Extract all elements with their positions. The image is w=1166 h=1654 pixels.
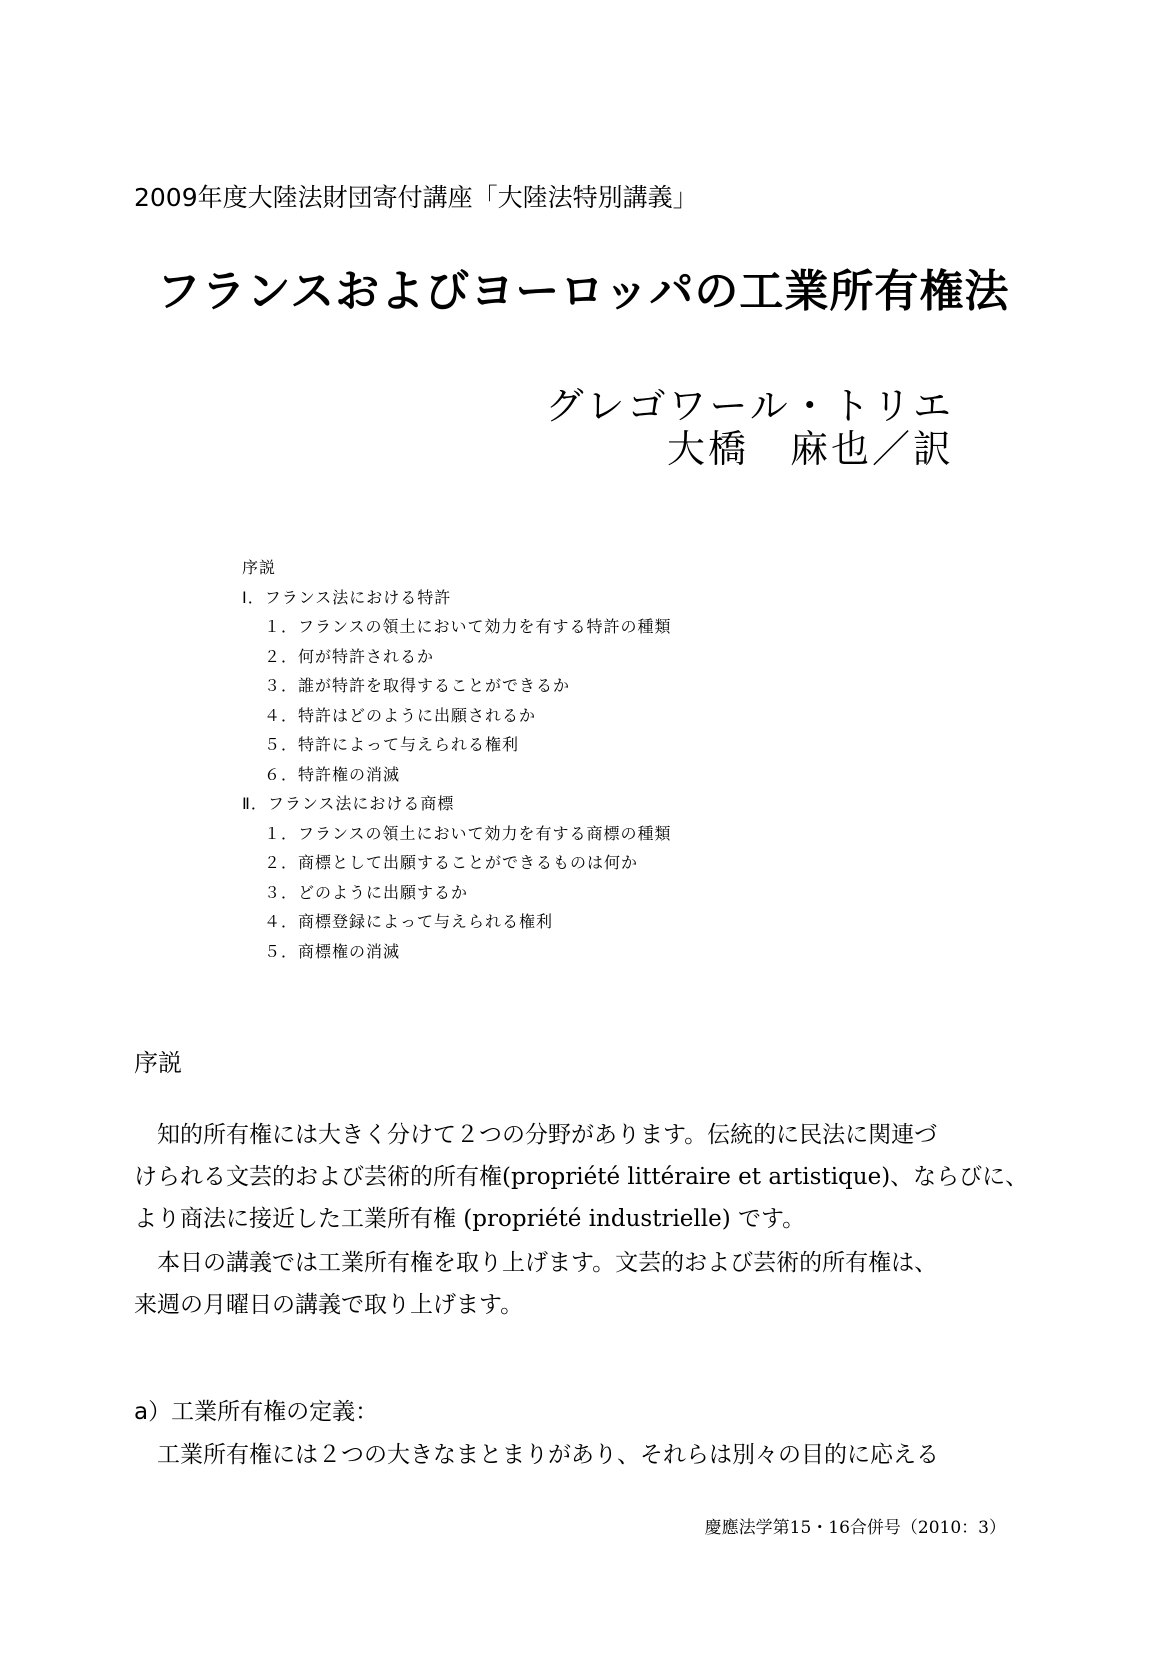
table-of-contents bbox=[242, 553, 672, 966]
toc-item: ２．商標として出願することができるものは何か bbox=[264, 853, 639, 872]
article-title: フランスおよびヨーロッパの工業所有権法 bbox=[156, 266, 1010, 317]
toc-item: Ⅱ．フランス法における商標 bbox=[242, 794, 455, 813]
paragraph-line: 来週の月曜日の講義で取り上げます。 bbox=[134, 1292, 524, 1318]
toc-item: ４．特許はどのように出願されるか bbox=[264, 705, 537, 725]
body-paragraph bbox=[134, 1114, 1034, 1240]
body-paragraph bbox=[134, 1434, 1034, 1476]
subsection-heading: a）工業所有権の定義： bbox=[134, 1399, 379, 1425]
toc-item: Ⅰ．フランス法における特許 bbox=[242, 587, 452, 607]
toc-item: 序説 bbox=[242, 558, 277, 577]
paragraph-line: 本日の講義では工業所有権を取り上げます。文芸的および芸術的所有権は、 bbox=[134, 1250, 938, 1276]
lecture-series-heading: 2009年度大陸法財団寄付講座「大陸法特別講義」 bbox=[134, 183, 698, 212]
toc-item: ４．商標登録によって与えられる権利 bbox=[264, 912, 554, 931]
toc-item: ６．特許権の消滅 bbox=[264, 764, 401, 784]
toc-item: １．フランスの領土において効力を有する商標の種類 bbox=[264, 823, 672, 843]
paragraph-line: 工業所有権には２つの大きなまとまりがあり、それらは別々の目的に応える bbox=[134, 1442, 939, 1468]
toc-item: ３．どのように出願するか bbox=[264, 882, 469, 902]
toc-item: ３．誰が特許を取得することができるか bbox=[264, 676, 571, 695]
toc-item: １．フランスの領土において効力を有する特許の種類 bbox=[264, 617, 672, 636]
paragraph-line: 知的所有権には大きく分けて２つの分野があります。伝統的に民法に関連づ bbox=[134, 1122, 938, 1148]
paragraph-line: より商法に接近した工業所有権 (propriété industrielle) です。 bbox=[134, 1206, 806, 1232]
toc-item: ５．商標権の消滅 bbox=[264, 941, 401, 961]
toc-item: ５．特許によって与えられる権利 bbox=[264, 735, 520, 754]
journal-footer: 慶應法学第15・16合併号（2010：3） bbox=[704, 1518, 1006, 1538]
paragraph-line: けられる文芸的および芸術的所有権(propriété littéraire et artistique)、ならびに、 bbox=[134, 1164, 1029, 1190]
section-heading: 序説 bbox=[134, 1049, 182, 1077]
translator-name: 大橋 麻也／訳 bbox=[666, 427, 954, 471]
toc-item: ２．何が特許されるか bbox=[264, 646, 435, 666]
body-paragraph bbox=[134, 1242, 1034, 1326]
author-name: グレゴワール・トリエ bbox=[545, 384, 954, 428]
